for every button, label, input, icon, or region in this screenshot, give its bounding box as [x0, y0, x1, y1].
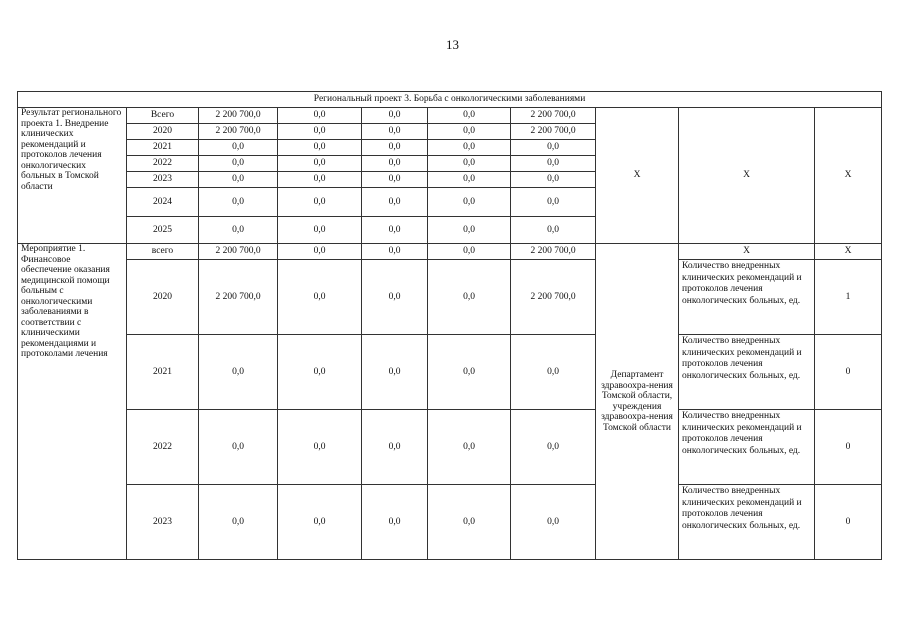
year-cell: 2020 — [127, 260, 199, 335]
value-cell: 0,0 — [362, 140, 428, 156]
year-cell: 2020 — [127, 124, 199, 140]
value-cell: 0,0 — [428, 108, 511, 124]
value-cell: 0,0 — [428, 172, 511, 188]
value-cell: 0,0 — [278, 124, 362, 140]
value-cell: 0,0 — [362, 244, 428, 260]
table-row — [18, 260, 882, 335]
value-cell: 2 200 700,0 — [199, 260, 278, 335]
indicator-value-cell: X — [815, 244, 882, 260]
value-cell: 0,0 — [428, 140, 511, 156]
value-cell: 0,0 — [362, 217, 428, 244]
table-row — [18, 108, 882, 124]
value-cell: 0,0 — [362, 156, 428, 172]
value-cell: 0,0 — [428, 217, 511, 244]
measure-executor: Департамент здравоохра-нения Томской области, учреждения здравоохра-нения Томской области — [596, 244, 679, 560]
value-cell: 0,0 — [362, 172, 428, 188]
indicator-cell: Количество внедренных клинических рекомендаций и протоколов лечения онкологических больных, ед. — [679, 260, 815, 335]
value-cell: 0,0 — [362, 108, 428, 124]
value-cell: 0,0 — [362, 485, 428, 560]
value-cell: 0,0 — [199, 410, 278, 485]
value-cell: 0,0 — [278, 188, 362, 217]
value-cell: 0,0 — [428, 335, 511, 410]
value-cell: 2 200 700,0 — [511, 244, 596, 260]
year-cell: 2021 — [127, 140, 199, 156]
section-title: Региональный проект 3. Борьба с онкологическими заболеваниями — [18, 92, 882, 108]
value-cell: 0,0 — [278, 485, 362, 560]
value-cell: 0,0 — [199, 188, 278, 217]
value-cell: 0,0 — [278, 260, 362, 335]
year-cell: 2025 — [127, 217, 199, 244]
value-cell: 0,0 — [428, 485, 511, 560]
year-cell: всего — [127, 244, 199, 260]
value-cell: 0,0 — [278, 244, 362, 260]
value-cell: 0,0 — [199, 140, 278, 156]
indicator-value-cell: 1 — [815, 260, 882, 335]
value-cell: 0,0 — [278, 108, 362, 124]
indicator-value-cell: 0 — [815, 410, 882, 485]
value-cell: 2 200 700,0 — [199, 124, 278, 140]
value-cell: 0,0 — [428, 188, 511, 217]
executor-cell: X — [596, 108, 679, 244]
year-cell: 2023 — [127, 485, 199, 560]
indicator-cell: X — [679, 108, 815, 244]
indicator-cell: Количество внедренных клинических рекомендаций и протоколов лечения онкологических больных, ед. — [679, 410, 815, 485]
value-cell: 0,0 — [278, 172, 362, 188]
value-cell: 0,0 — [428, 124, 511, 140]
indicator-value-cell: 0 — [815, 335, 882, 410]
value-cell: 0,0 — [278, 335, 362, 410]
value-cell: 0,0 — [278, 156, 362, 172]
value-cell: 0,0 — [511, 140, 596, 156]
table-row — [18, 485, 882, 560]
value-cell: 0,0 — [362, 410, 428, 485]
value-cell: 0,0 — [199, 335, 278, 410]
budget-table — [17, 91, 882, 560]
table-row — [18, 335, 882, 410]
value-cell: 0,0 — [428, 410, 511, 485]
indicator-cell: X — [679, 244, 815, 260]
indicator-value-cell: 0 — [815, 485, 882, 560]
value-cell: 0,0 — [428, 244, 511, 260]
value-cell: 0,0 — [511, 188, 596, 217]
value-cell: 2 200 700,0 — [511, 260, 596, 335]
value-cell: 0,0 — [199, 172, 278, 188]
table-row — [18, 244, 882, 260]
value-cell: 0,0 — [511, 410, 596, 485]
value-cell: 0,0 — [199, 156, 278, 172]
page-number: 13 — [446, 37, 459, 52]
value-cell: 0,0 — [362, 188, 428, 217]
value-cell: 0,0 — [362, 124, 428, 140]
value-cell: 0,0 — [278, 410, 362, 485]
value-cell: 2 200 700,0 — [511, 124, 596, 140]
year-cell: 2023 — [127, 172, 199, 188]
value-cell: 0,0 — [199, 217, 278, 244]
year-cell: 2022 — [127, 156, 199, 172]
value-cell: 2 200 700,0 — [199, 108, 278, 124]
value-cell: 0,0 — [278, 217, 362, 244]
value-cell: 0,0 — [511, 156, 596, 172]
value-cell: 0,0 — [199, 485, 278, 560]
year-cell: 2022 — [127, 410, 199, 485]
value-cell: 0,0 — [511, 217, 596, 244]
value-cell: 0,0 — [511, 335, 596, 410]
indicator-cell: Количество внедренных клинических рекомендаций и протоколов лечения онкологических больных, ед. — [679, 485, 815, 560]
value-cell: 0,0 — [511, 485, 596, 560]
year-cell: 2024 — [127, 188, 199, 217]
table-row — [18, 410, 882, 485]
value-cell: 0,0 — [362, 335, 428, 410]
value-cell: 2 200 700,0 — [511, 108, 596, 124]
value-cell: 0,0 — [428, 260, 511, 335]
value-cell: 0,0 — [428, 156, 511, 172]
indicator-cell: Количество внедренных клинических рекомендаций и протоколов лечения онкологических больных, ед. — [679, 335, 815, 410]
value-cell: 2 200 700,0 — [199, 244, 278, 260]
value-cell: 0,0 — [278, 140, 362, 156]
section-title-row — [18, 92, 882, 108]
year-cell: Всего — [127, 108, 199, 124]
year-cell: 2021 — [127, 335, 199, 410]
result-name: Результат регионального проекта 1. Внедрение клинических рекомендаций и протоколов лечения онкологических больных в Томской области — [18, 108, 127, 244]
value-cell: 0,0 — [511, 172, 596, 188]
indicator-value-cell: X — [815, 108, 882, 244]
measure-name: Мероприятие 1. Финансовое обеспечение оказания медицинской помощи больным с онкологическими заболеваниями в соответствии с клиническими рекомендациями и протоколами лечения — [18, 244, 127, 560]
value-cell: 0,0 — [362, 260, 428, 335]
